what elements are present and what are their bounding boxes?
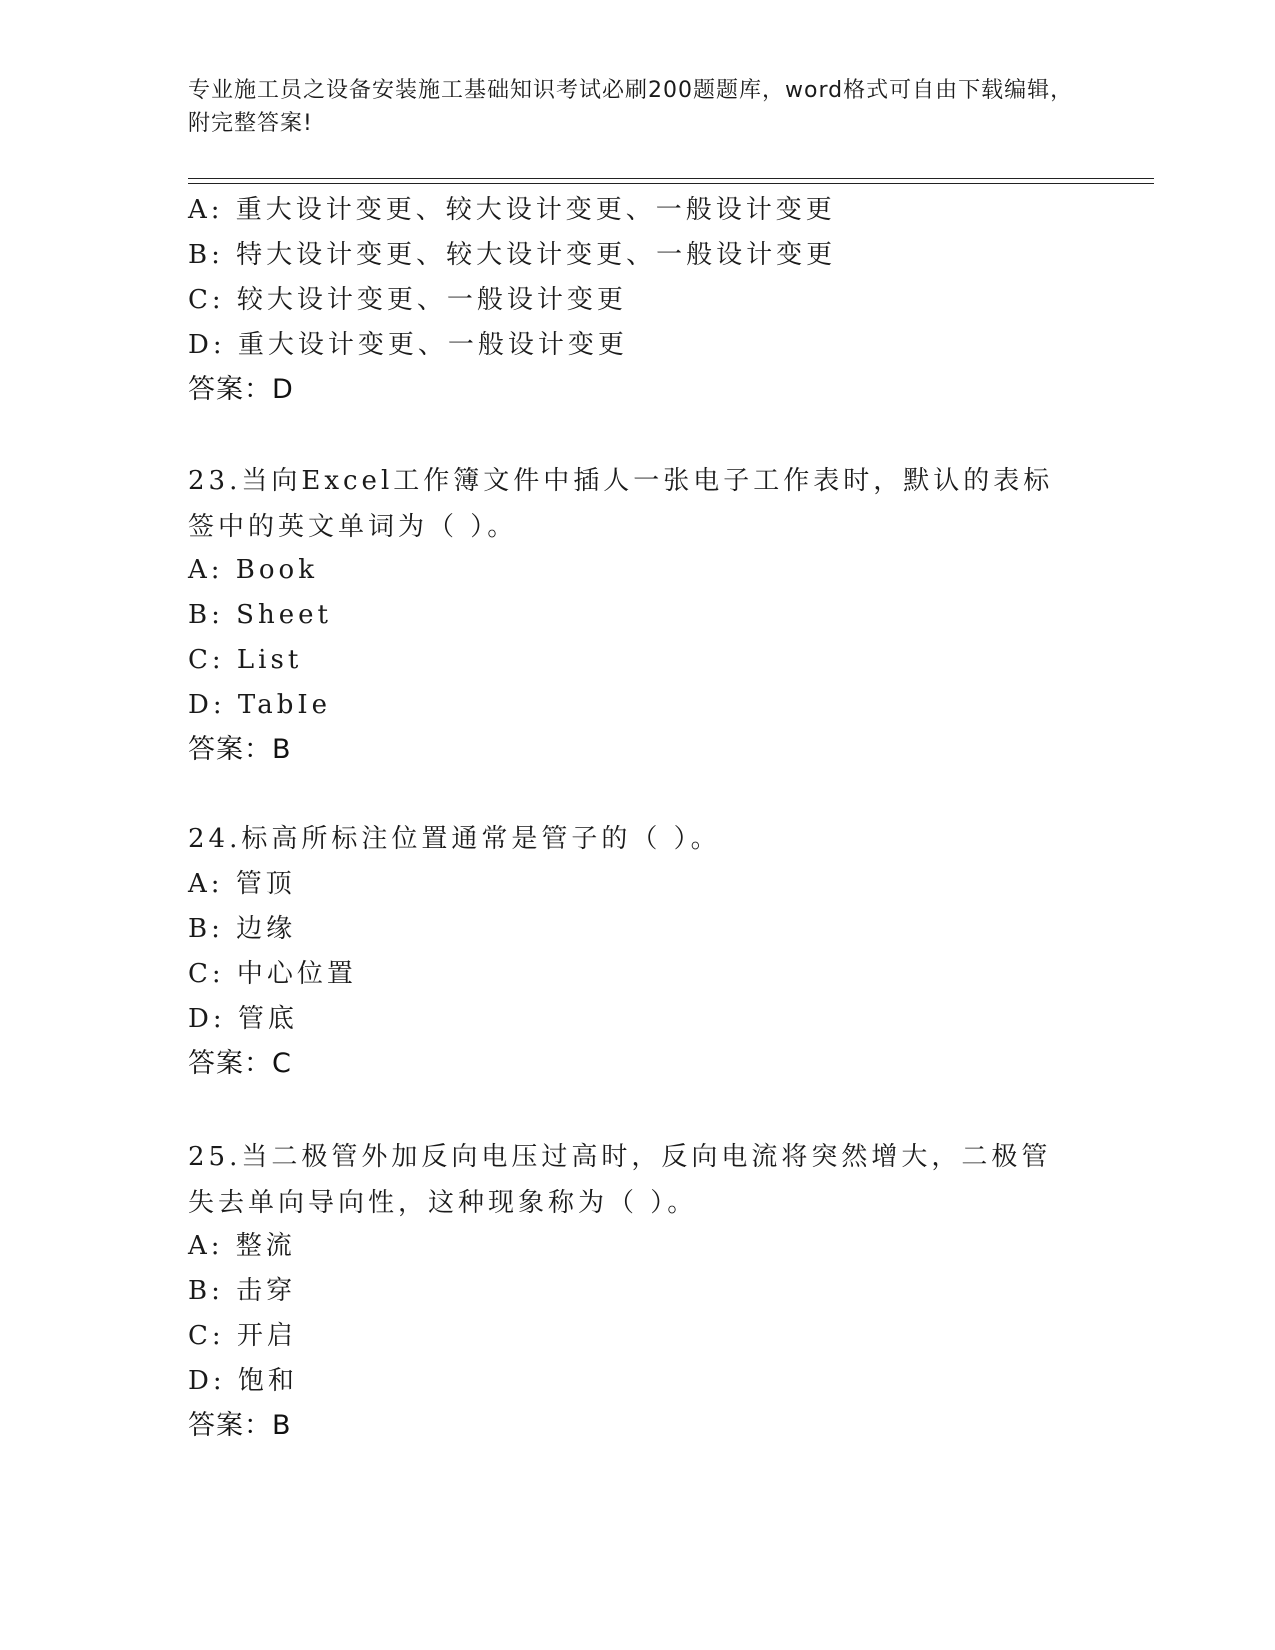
answer-label: 答案：B xyxy=(188,1410,292,1441)
question-text: 24.标高所标注位置通常是管子的（ ）。 xyxy=(188,824,721,854)
option-b: B: 特大设计变更、较大设计变更、一般设计变更 xyxy=(188,240,837,270)
answer-label: 答案：C xyxy=(188,1048,292,1079)
question-text: 25.当二极管外加反向电压过高时，反向电流将突然增大，二极管失去单向导向性，这种现象称为（ ）。 xyxy=(188,1142,1052,1218)
option-b: B: 边缘 xyxy=(188,914,297,944)
option-d: D: 管底 xyxy=(188,1004,298,1034)
option-a: A: 管顶 xyxy=(188,869,296,899)
option-a: A: 整流 xyxy=(188,1231,296,1261)
option-d: D: 饱和 xyxy=(188,1366,298,1396)
option-c: C: 开启 xyxy=(188,1321,297,1351)
question-text: 23.当向Excel工作簿文件中插人一张电子工作表时，默认的表标签中的英文单词为（ ）。 xyxy=(188,466,1054,542)
option-c: C: List xyxy=(188,645,303,675)
option-d: D: TabIe xyxy=(188,690,331,720)
option-b: B: Sheet xyxy=(188,600,332,630)
header-divider-bottom xyxy=(188,183,1154,184)
document-header: 专业施工员之设备安装施工基础知识考试必刷200题题库，word格式可自由下载编辑，附完整答案! xyxy=(188,78,1074,136)
option-c: C: 较大设计变更、一般设计变更 xyxy=(188,285,627,315)
answer-label: 答案：D xyxy=(188,374,294,405)
header-divider-top xyxy=(188,178,1154,179)
answer-label: 答案：B xyxy=(188,734,292,765)
option-b: B: 击穿 xyxy=(188,1276,297,1306)
option-d: D: 重大设计变更、一般设计变更 xyxy=(188,330,628,360)
option-a: A: Book xyxy=(188,555,318,585)
option-c: C: 中心位置 xyxy=(188,959,357,989)
option-a: A: 重大设计变更、较大设计变更、一般设计变更 xyxy=(188,195,836,225)
